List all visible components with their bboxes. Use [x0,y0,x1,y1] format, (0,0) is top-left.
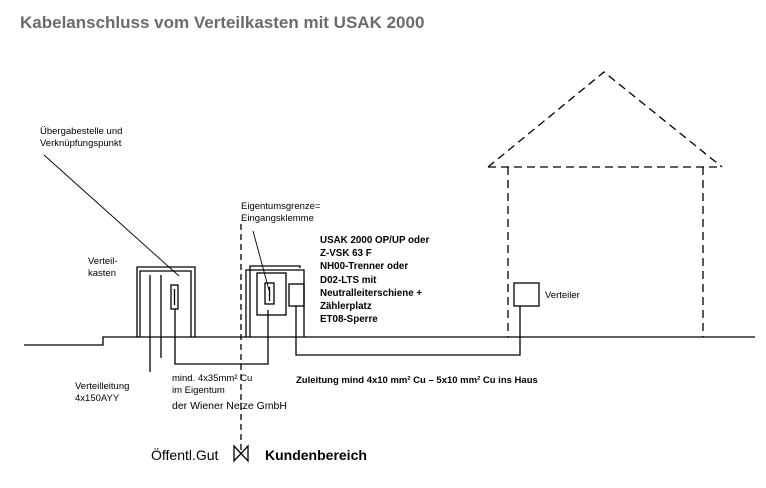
label-verteilleitung: Verteilleitung 4x150AYY [75,381,130,404]
label-zuleitung: Zuleitung mind 4x10 mm² Cu – 5x10 mm² Cu ins Haus [296,375,538,386]
ground-line [24,337,755,345]
label-verteilkasten: Verteil- kasten [88,256,118,279]
label-verteiler: Verteiler [545,290,580,301]
label-usak-spec: USAK 2000 OP/UP oder Z-VSK 63 F NH00-Trenner oder D02-LTS mit Neutralleiterschiene + Zählerplatz ET08-Sperre [320,235,430,326]
usak-cabinet [246,266,304,337]
verteiler-box [514,283,539,306]
label-customer: Kundenbereich [265,447,367,463]
pointer-eigentumsgrenze [253,231,269,290]
house-outline [488,72,722,337]
label-public: Öffentl.Gut [151,447,219,463]
verteilkasten-box [137,267,195,337]
page-title: Kabelanschluss vom Verteilkasten mit USAK 2000 [20,13,425,32]
label-eigentumsgrenze: Eigentumsgrenze= Eingangsklemme [241,201,321,224]
label-uebergabestelle: Übergabestelle und Verknüpfungspunkt [40,126,123,149]
label-owner: der Wiener Netze GmbH [172,400,287,412]
label-cable-min: mind. 4x35mm² Cu im Eigentum [172,373,253,396]
